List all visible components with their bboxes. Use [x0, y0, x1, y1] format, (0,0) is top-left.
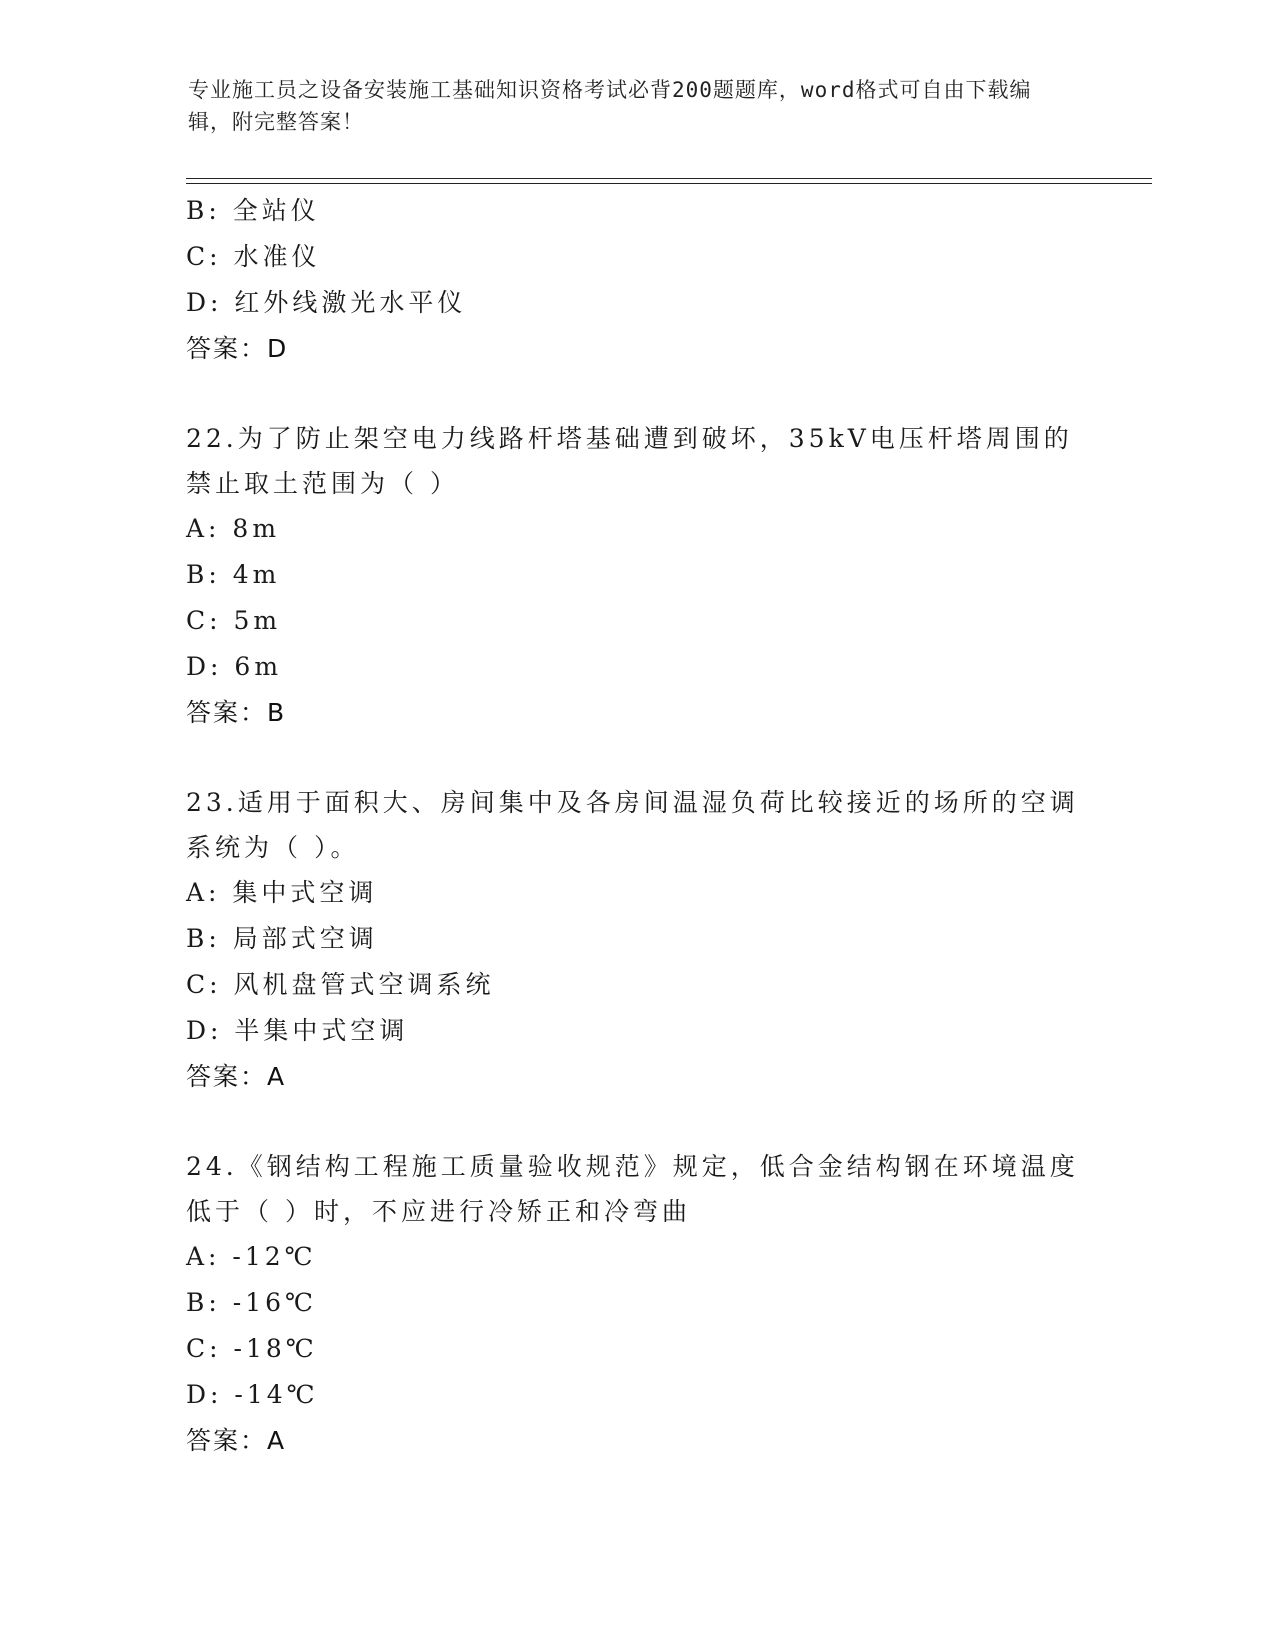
option-a: A: 集中式空调 — [186, 878, 378, 907]
question-title: 22.为了防止架空电力线路杆塔基础遭到破坏，35kV电压杆塔周围的禁止取土范围为（ ） — [186, 424, 1073, 498]
option-d: D: 6m — [186, 652, 283, 681]
spacer — [186, 1100, 1086, 1144]
question-block-22 — [186, 416, 1086, 736]
option-b: B: 全站仪 — [186, 196, 320, 225]
answer-line: 答案：D — [186, 334, 289, 363]
question-block-24 — [186, 1144, 1086, 1464]
option-b: B: 4m — [186, 560, 281, 589]
question-block-23 — [186, 780, 1086, 1100]
answer-line: 答案：A — [186, 1426, 287, 1455]
answer-line: 答案：A — [186, 1062, 287, 1091]
document-header: 专业施工员之设备安装施工基础知识资格考试必背200题题库，word格式可自由下载编辑，附完整答案！ — [188, 78, 1032, 134]
spacer — [186, 372, 1086, 416]
option-b: B: -16℃ — [186, 1288, 317, 1317]
option-c: C: 风机盘管式空调系统 — [186, 970, 495, 999]
option-a: A: -12℃ — [186, 1242, 317, 1271]
option-d: D: 半集中式空调 — [186, 1016, 409, 1045]
answer-line: 答案：B — [186, 698, 287, 727]
option-c: C: -18℃ — [186, 1334, 318, 1363]
option-c: C: 5m — [186, 606, 282, 635]
header-divider-bottom — [186, 183, 1152, 184]
spacer — [186, 736, 1086, 780]
option-b: B: 局部式空调 — [186, 924, 378, 953]
option-d: D: 红外线激光水平仪 — [186, 288, 467, 317]
option-c: C: 水准仪 — [186, 242, 321, 271]
question-title: 24.《钢结构工程施工质量验收规范》规定，低合金结构钢在环境温度低于（ ）时，不应进行冷矫正和冷弯曲 — [186, 1152, 1079, 1226]
previous-question-block — [186, 188, 1086, 372]
header-divider-top — [186, 178, 1152, 179]
question-content — [186, 188, 1086, 1464]
option-d: D: -14℃ — [186, 1380, 319, 1409]
question-title: 23.适用于面积大、房间集中及各房间温湿负荷比较接近的场所的空调系统为（ ）。 — [186, 788, 1079, 862]
option-a: A: 8m — [186, 514, 281, 543]
